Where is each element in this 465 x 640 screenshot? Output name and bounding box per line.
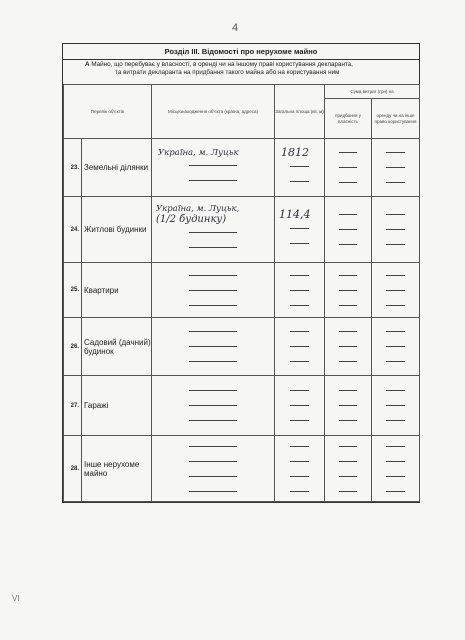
handwritten-location: Україна, м. Луцьк, [156, 204, 240, 214]
row-number: 23. [64, 139, 82, 197]
row-location [152, 376, 275, 436]
row-purchase [325, 197, 372, 263]
row-area [275, 197, 325, 263]
row-location [152, 139, 275, 197]
subtitle-line-2: та витрати декларанта на придбання такого майна або на користування ним [115, 69, 340, 76]
section-subtitle [63, 61, 419, 83]
handwritten-location: Україна, м. Луцьк [158, 147, 239, 158]
table-row [64, 139, 420, 197]
property-table [63, 84, 420, 502]
header-expenses: Сума витрат (грн) на [325, 85, 420, 99]
row-name: Житлові будинки [82, 197, 152, 263]
row-area [275, 376, 325, 436]
table-row [64, 376, 420, 436]
header-purchase: придбання у власність [325, 99, 372, 139]
row-location [152, 197, 275, 263]
row-number: 24. [64, 197, 82, 263]
row-number: 25. [64, 263, 82, 318]
section-title: Розділ III. Відомості про нерухоме майно [63, 44, 419, 60]
row-area [275, 318, 325, 376]
row-purchase [325, 139, 372, 197]
header-object: Перелік об'єктів [64, 85, 152, 139]
row-name: Квартири [82, 263, 152, 318]
table-row [64, 263, 420, 318]
header-rent: оренду чи на інше право користування [372, 99, 420, 139]
row-rent [372, 263, 420, 318]
row-area [275, 263, 325, 318]
row-rent [372, 139, 420, 197]
handwritten-area: 114,4 [279, 208, 311, 221]
real-estate-form [62, 43, 420, 503]
table-row [64, 318, 420, 376]
row-number: 26. [64, 318, 82, 376]
row-purchase [325, 318, 372, 376]
row-purchase [325, 263, 372, 318]
subtitle-letter: А [85, 61, 90, 68]
row-location [152, 263, 275, 318]
table-row [64, 197, 420, 263]
margin-mark: VI [12, 594, 20, 603]
row-rent [372, 436, 420, 502]
table-row [64, 436, 420, 502]
row-rent [372, 376, 420, 436]
handwritten-area: 1812 [281, 146, 309, 159]
row-location [152, 436, 275, 502]
row-name: Садовий (дачний) будинок [82, 318, 152, 376]
handwritten-location-note: (1/2 будинку) [156, 214, 227, 225]
row-purchase [325, 376, 372, 436]
row-number: 28. [64, 436, 82, 502]
row-name: Інше нерухоме майно [82, 436, 152, 502]
row-purchase [325, 436, 372, 502]
subtitle-line-1: Майно, що перебуває у власності, в оренді чи на іншому праві користування декларанта, [91, 61, 354, 68]
row-rent [372, 197, 420, 263]
row-rent [372, 318, 420, 376]
row-area [275, 436, 325, 502]
row-number: 27. [64, 376, 82, 436]
row-name: Земельні ділянки [82, 139, 152, 197]
row-location [152, 318, 275, 376]
header-area: Загальна площа (кв. м) [275, 85, 325, 139]
header-location: Місцезнаходження об'єкта (країна, адреса) [152, 85, 275, 139]
row-area [275, 139, 325, 197]
row-name: Гаражі [82, 376, 152, 436]
page-number: 4 [232, 22, 239, 34]
